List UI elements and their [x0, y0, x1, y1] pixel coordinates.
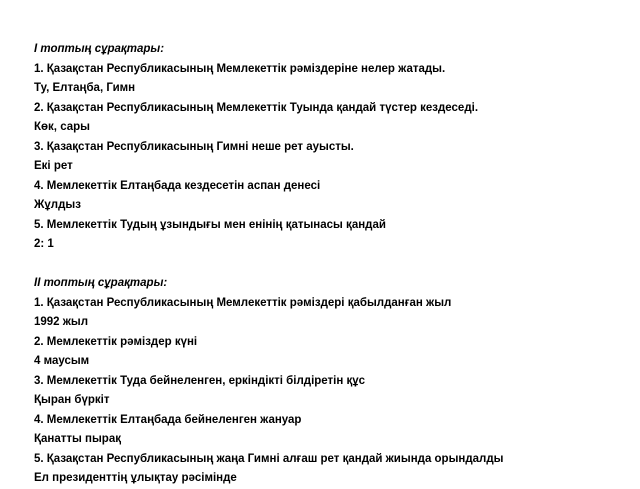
- question-2-2: 2. Мемлекеттік рәміздер күні: [34, 335, 198, 348]
- question-1-2: 2. Қазақстан Республикасының Мемлекеттік Туында қандай түстер кездеседі.: [34, 101, 479, 114]
- slide-content: [34, 40, 624, 489]
- question-2-5: 5. Қазақстан Республикасының жаңа Гимні алғаш рет қандай жиында орындалды: [34, 452, 504, 465]
- question-1-1: 1. Қазақстан Республикасының Мемлекеттік рәміздеріне нелер жатады.: [34, 62, 446, 75]
- question-2-4: 4. Мемлекеттік Елтаңбада бейнеленген жануар: [34, 413, 302, 426]
- answer-2-4: Қанатты пырақ: [34, 433, 121, 445]
- question-1-5: 5. Мемлекеттік Тудың ұзындығы мен енінің қатынасы қандай: [34, 218, 386, 231]
- answer-2-5: Ел президенттің ұлықтау рәсімінде: [34, 472, 237, 484]
- answer-2-2: 4 маусым: [34, 355, 90, 367]
- answer-1-1: Ту, Елтаңба, Гимн: [34, 82, 136, 94]
- answer-1-2: Көк, сары: [34, 121, 90, 133]
- answer-2-3: Қыран бүркіт: [34, 394, 110, 406]
- section-1-title: I топтың сұрақтары:: [34, 43, 165, 55]
- question-1-4: 4. Мемлекеттік Елтаңбада кездесетін аспан денесі: [34, 179, 321, 192]
- answer-2-1: 1992 жыл: [34, 316, 89, 328]
- question-2-3: 3. Мемлекеттік Туда бейнеленген, еркіндікті білдіретін құс: [34, 374, 366, 387]
- answer-1-3: Екі рет: [34, 160, 73, 172]
- question-2-1: 1. Қазақстан Республикасының Мемлекеттік рәміздері қабылданған жыл: [34, 296, 452, 309]
- answer-1-4: Жұлдыз: [34, 199, 81, 211]
- section-spacer: [34, 255, 624, 275]
- answer-1-5: 2: 1: [34, 238, 54, 250]
- question-1-3: 3. Қазақстан Республикасының Гимні неше рет ауысты.: [34, 140, 354, 153]
- section-2-title: II топтың сұрақтары:: [34, 277, 168, 289]
